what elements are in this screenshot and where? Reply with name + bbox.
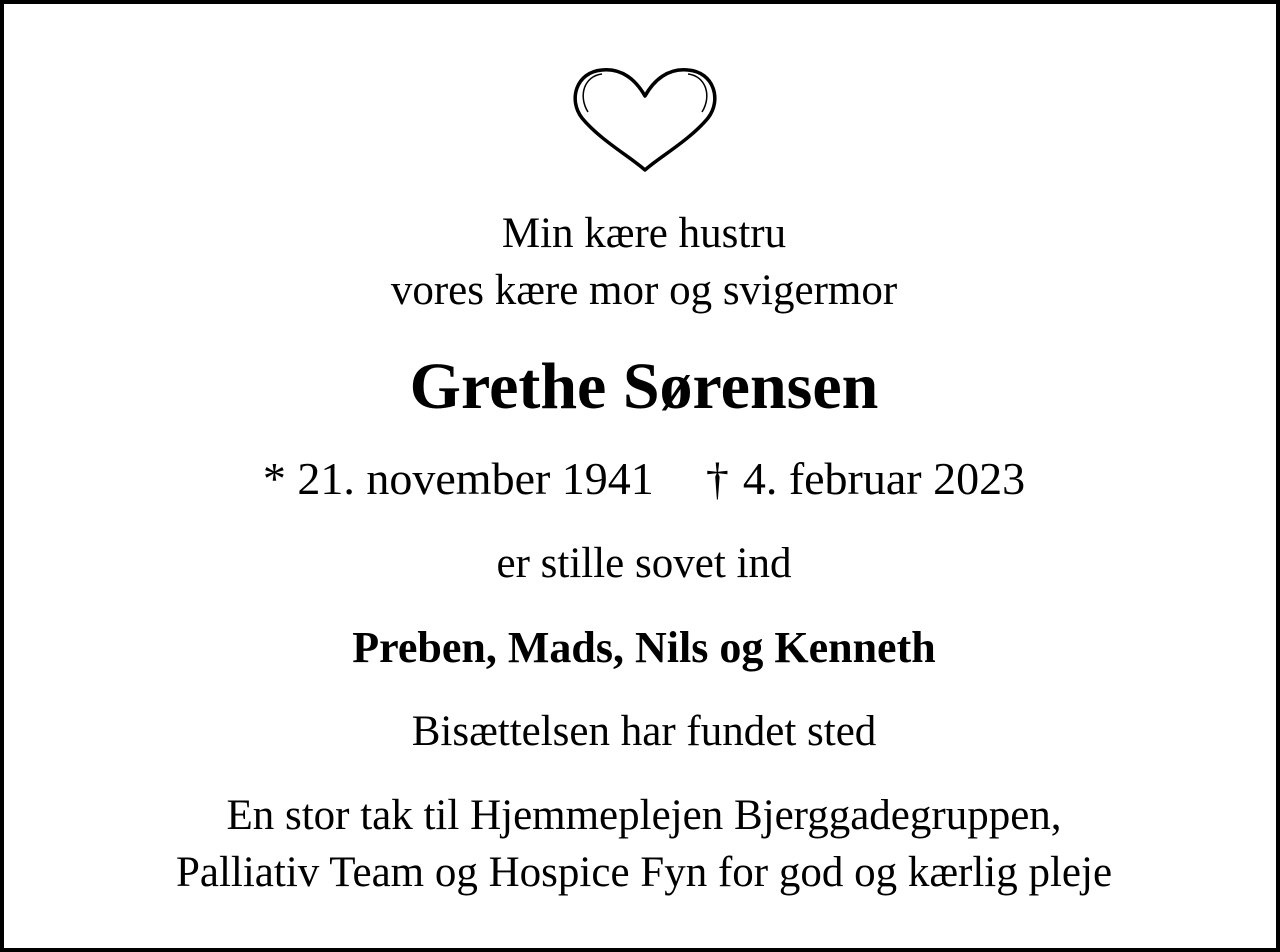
deceased-name: Grethe Sørensen — [409, 350, 879, 423]
thanks-line-1: En stor tak til Hjemmeplejen Bjerggadegruppen, — [226, 792, 1062, 839]
intro-line-1: Min kære hustru — [501, 210, 787, 257]
passing-message: er stille sovet ind — [496, 540, 792, 587]
cross-icon: † — [705, 453, 729, 504]
intro-line-2: vores kære mor og svigermor — [390, 267, 898, 314]
death-date: 4. februar 2023 — [742, 453, 1026, 504]
funeral-note: Bisættelsen har fundet sted — [411, 708, 877, 755]
birth-date: * 21. november 1941 — [262, 453, 654, 504]
thanks-line-2: Palliativ Team og Hospice Fyn for god og kærlig pleje — [175, 849, 1113, 896]
family-names: Preben, Mads, Nils og Kenneth — [352, 623, 936, 672]
life-dates — [8, 453, 1280, 504]
heart-icon — [572, 66, 718, 174]
